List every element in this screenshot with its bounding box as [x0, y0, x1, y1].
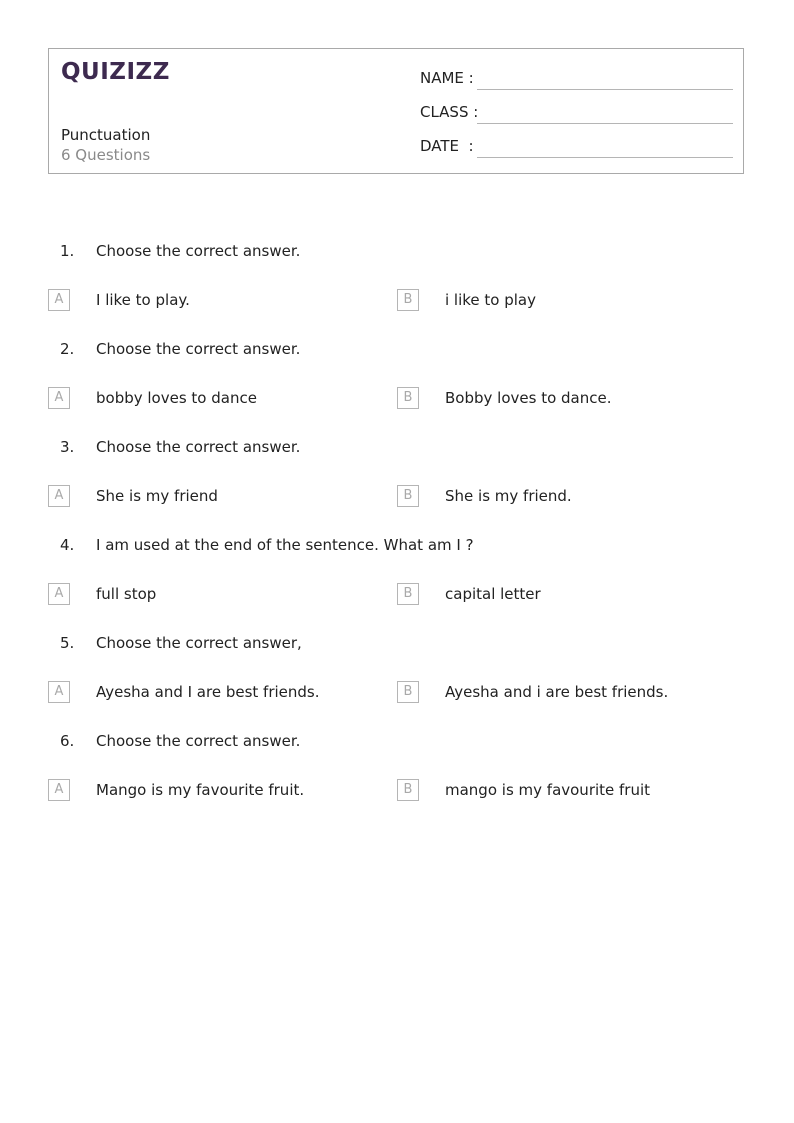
option-a-checkbox[interactable]: A — [48, 387, 70, 409]
option-b-checkbox[interactable]: B — [397, 779, 419, 801]
option-b-checkbox[interactable]: B — [397, 387, 419, 409]
class-field — [420, 103, 478, 121]
option-b-text: capital letter — [445, 585, 541, 603]
option-a-checkbox[interactable]: A — [48, 583, 70, 605]
question-text: Choose the correct answer, — [96, 634, 302, 652]
class-label: CLASS : — [420, 103, 479, 121]
option-b-text: Ayesha and i are best friends. — [445, 683, 669, 701]
option-a-checkbox[interactable]: A — [48, 681, 70, 703]
question-text: Choose the correct answer. — [96, 242, 301, 260]
option-a-text: She is my friend — [96, 487, 218, 505]
question-text: Choose the correct answer. — [96, 438, 301, 456]
option-b-text: She is my friend. — [445, 487, 572, 505]
date-field — [420, 137, 474, 155]
question-number: 3. — [60, 438, 75, 456]
option-a-text: Mango is my favourite fruit. — [96, 781, 305, 799]
question-text: Choose the correct answer. — [96, 340, 301, 358]
option-b-checkbox[interactable]: B — [397, 485, 419, 507]
question-text: Choose the correct answer. — [96, 732, 301, 750]
question-number: 4. — [60, 536, 75, 554]
question-number: 6. — [60, 732, 75, 750]
quizizz-logo: QUIZIZZ — [61, 59, 170, 85]
option-b-text: mango is my favourite fruit — [445, 781, 651, 799]
question-count: 6 Questions — [61, 146, 151, 164]
question-number: 1. — [60, 242, 75, 260]
worksheet-header — [48, 48, 744, 174]
option-a-text: bobby loves to dance — [96, 389, 257, 407]
option-b-checkbox[interactable]: B — [397, 681, 419, 703]
option-b-text: Bobby loves to dance. — [445, 389, 612, 407]
name-label: NAME : — [420, 69, 474, 87]
option-b-text: i like to play — [445, 291, 537, 309]
name-line[interactable] — [477, 89, 733, 90]
worksheet-title: Punctuation — [61, 126, 151, 144]
option-a-text: I like to play. — [96, 291, 190, 309]
date-label: DATE : — [420, 137, 474, 155]
option-a-checkbox[interactable]: A — [48, 779, 70, 801]
option-a-checkbox[interactable]: A — [48, 485, 70, 507]
question-number: 5. — [60, 634, 75, 652]
option-b-checkbox[interactable]: B — [397, 289, 419, 311]
option-a-text: Ayesha and I are best friends. — [96, 683, 320, 701]
question-text: I am used at the end of the sentence. What am I ? — [96, 536, 474, 554]
name-field — [420, 69, 474, 87]
option-a-text: full stop — [96, 585, 157, 603]
question-number: 2. — [60, 340, 75, 358]
option-b-checkbox[interactable]: B — [397, 583, 419, 605]
class-line[interactable] — [477, 123, 733, 124]
date-line[interactable] — [477, 157, 733, 158]
option-a-checkbox[interactable]: A — [48, 289, 70, 311]
